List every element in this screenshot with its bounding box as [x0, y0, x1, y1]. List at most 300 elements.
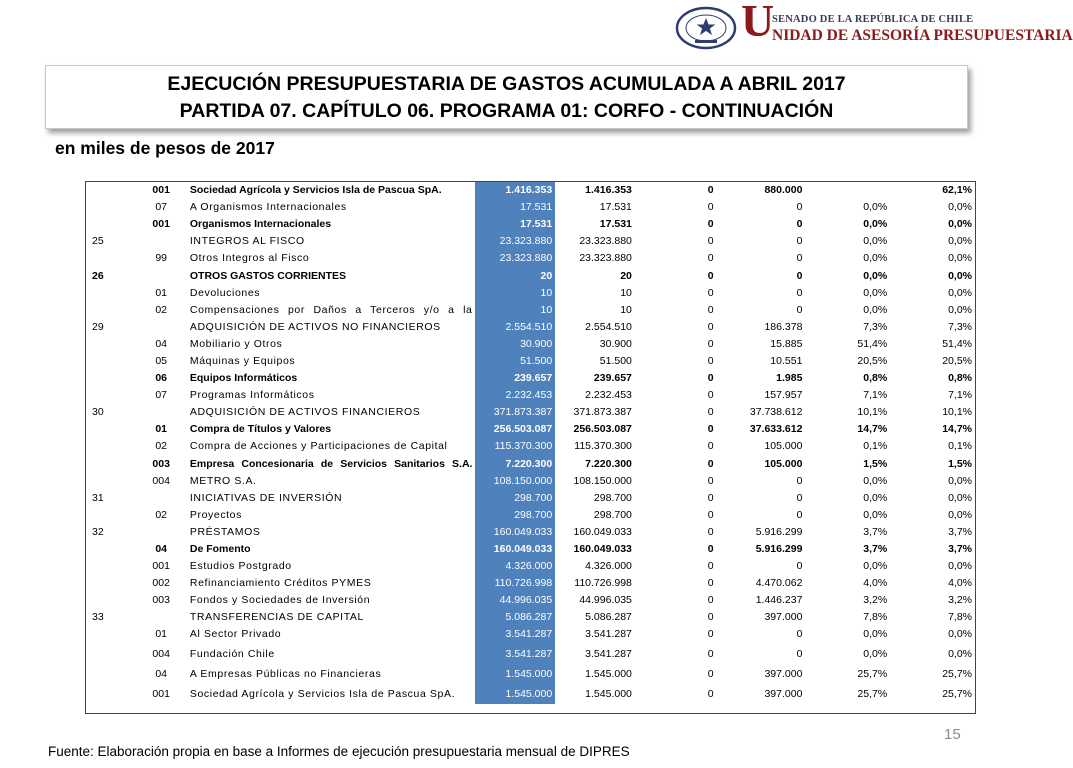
- subtitulo-cell: [86, 182, 135, 199]
- ley-inicial-cell: 160.049.033: [475, 524, 555, 541]
- avance-ley-vigente-cell: 25,7%: [942, 688, 972, 700]
- modificaciones-cell: 0: [707, 628, 714, 641]
- item-cell: 001: [152, 184, 170, 197]
- source-label: Fuente: [48, 744, 91, 759]
- avance-ley-vigente-cell: 51,4%: [942, 337, 972, 350]
- modificaciones-cell: 0: [707, 457, 714, 470]
- item-cell: [135, 524, 186, 541]
- ley-inicial-cell: 110.726.998: [475, 575, 555, 592]
- subtitulo-cell: 25: [92, 235, 104, 248]
- subtitulo-cell: [86, 541, 135, 558]
- gasto-devengado-cell: 37.738.612: [749, 406, 803, 419]
- avance-ley-inicial-cell: 0,0%: [863, 474, 888, 487]
- subtitulo-cell: [86, 592, 135, 609]
- denominacion-cell: Empresa Concesionaria de Servicios Sanitarios S.A.: [189, 457, 473, 470]
- avance-ley-inicial-cell: 14,7%: [857, 423, 888, 436]
- item-cell: 02: [155, 303, 167, 316]
- subtitulo-cell: [86, 473, 135, 490]
- avance-ley-inicial-cell: 0,0%: [863, 218, 888, 231]
- avance-ley-inicial-cell: [805, 182, 890, 199]
- subtitulo-cell: 26: [92, 269, 104, 282]
- denominacion-cell: Sociedad Agrícola y Servicios Isla de Pascua SpA.: [189, 184, 442, 197]
- denominacion-cell: Proyectos: [189, 508, 242, 521]
- gasto-devengado-cell: 0: [796, 508, 803, 521]
- gasto-devengado-cell: 0: [796, 474, 803, 487]
- ley-inicial-cell: 17.531: [475, 216, 555, 233]
- gasto-devengado-cell: 0: [796, 252, 803, 265]
- avance-ley-vigente-cell: 10,1%: [942, 406, 972, 419]
- subtitulo-cell: [86, 438, 135, 455]
- ley-inicial-cell: 298.700: [475, 490, 555, 507]
- item-cell: [135, 233, 186, 250]
- avance-ley-vigente-cell: 14,7%: [942, 423, 972, 436]
- modificaciones-cell: 0: [707, 320, 714, 333]
- denominacion-cell: Refinanciamiento Créditos PYMES: [189, 577, 372, 590]
- gasto-devengado-cell: 0: [796, 647, 803, 660]
- avance-ley-inicial-cell: 25,7%: [857, 688, 888, 700]
- avance-ley-inicial-cell: 20,5%: [857, 354, 888, 367]
- item-cell: 07: [155, 389, 167, 402]
- ley-vigente-cell: 17.531: [599, 201, 632, 214]
- ley-inicial-cell: 256.503.087: [475, 421, 555, 438]
- table-row: [86, 609, 975, 626]
- ley-vigente-cell: 239.657: [593, 372, 632, 385]
- ley-inicial-cell: 1.545.000: [475, 684, 555, 704]
- denominacion-cell: Fundación Chile: [189, 647, 275, 660]
- ley-inicial-cell: 298.700: [475, 507, 555, 524]
- ley-inicial-cell: 17.531: [475, 199, 555, 216]
- ley-inicial-cell: 5.086.287: [475, 609, 555, 626]
- avance-ley-vigente-cell: 0,0%: [948, 235, 972, 248]
- denominacion-cell: PRÉSTAMOS: [189, 525, 261, 538]
- avance-ley-inicial-cell: 0,0%: [863, 560, 888, 573]
- table-row: [86, 456, 975, 473]
- ley-inicial-cell: 3.541.287: [475, 644, 555, 664]
- ley-inicial-cell: 51.500: [475, 353, 555, 370]
- table-row: [86, 684, 975, 704]
- modificaciones-cell: 0: [707, 235, 714, 248]
- avance-ley-vigente-cell: 3,7%: [948, 525, 972, 538]
- table-row: [86, 336, 975, 353]
- item-cell: 003: [152, 594, 170, 607]
- item-cell: 001: [152, 560, 170, 573]
- table-row: [86, 524, 975, 541]
- gasto-devengado-cell: 1.446.237: [755, 594, 803, 607]
- table-row: [86, 421, 975, 438]
- ley-vigente-cell: 30.900: [599, 337, 632, 350]
- ley-vigente-cell: 3.541.287: [585, 647, 632, 660]
- modificaciones-cell: 0: [707, 184, 714, 197]
- avance-ley-vigente-cell: 0,0%: [948, 628, 972, 641]
- subtitulo-cell: [86, 199, 135, 216]
- denominacion-cell: Estudios Postgrado: [189, 560, 292, 573]
- ley-inicial-cell: 10: [475, 285, 555, 302]
- ley-inicial-cell: 2.232.453: [475, 387, 555, 404]
- avance-ley-vigente-cell: 3,2%: [948, 594, 972, 607]
- gasto-devengado-cell: 105.000: [764, 440, 803, 453]
- gasto-devengado-cell: 157.957: [764, 389, 803, 402]
- avance-ley-inicial-cell: 0,0%: [863, 286, 888, 299]
- ley-vigente-cell: 4.326.000: [585, 560, 632, 573]
- budget-table-body: [86, 182, 975, 704]
- denominacion-cell: OTROS GASTOS CORRIENTES: [189, 269, 347, 282]
- subtitulo-cell: 33: [92, 611, 104, 624]
- gasto-devengado-cell: 37.633.612: [749, 423, 803, 436]
- modificaciones-cell: 0: [707, 543, 714, 556]
- item-cell: 02: [155, 440, 167, 453]
- subtitulo-cell: [86, 684, 135, 704]
- ley-inicial-cell: 20: [475, 267, 555, 284]
- modificaciones-cell: 0: [707, 688, 714, 700]
- denominacion-cell: De Fomento: [189, 543, 251, 556]
- item-cell: 02: [155, 508, 167, 521]
- ley-vigente-cell: 2.232.453: [585, 389, 632, 402]
- ley-vigente-cell: 160.049.033: [573, 525, 632, 538]
- item-cell: [135, 404, 186, 421]
- subtitulo-cell: [86, 250, 135, 267]
- ley-vigente-cell: 7.220.300: [585, 457, 632, 470]
- avance-ley-vigente-cell: 0,0%: [948, 491, 972, 504]
- modificaciones-cell: 0: [707, 218, 714, 231]
- ley-vigente-cell: 44.996.035: [579, 594, 632, 607]
- avance-ley-inicial-cell: 0,0%: [863, 201, 888, 214]
- ley-vigente-cell: 115.370.300: [574, 440, 632, 453]
- denominacion-cell: Fondos y Sociedades de Inversión: [189, 594, 371, 607]
- subtitulo-cell: [86, 387, 135, 404]
- ley-inicial-cell: 2.554.510: [475, 319, 555, 336]
- ley-vigente-cell: 298.700: [593, 508, 632, 521]
- modificaciones-cell: 0: [707, 440, 714, 453]
- avance-ley-inicial-cell: 0,0%: [863, 235, 888, 248]
- table-row: [86, 575, 975, 592]
- gasto-devengado-cell: 0: [796, 218, 803, 231]
- avance-ley-inicial-cell: 0,1%: [863, 440, 888, 453]
- ley-inicial-cell: 10: [475, 302, 555, 319]
- ley-inicial-cell: 239.657: [475, 370, 555, 387]
- avance-ley-vigente-cell: 0,0%: [948, 508, 972, 521]
- gasto-devengado-cell: 186.378: [764, 320, 803, 333]
- source-note: [48, 744, 630, 759]
- ley-vigente-cell: 1.416.353: [585, 184, 632, 197]
- ley-inicial-cell: 44.996.035: [475, 592, 555, 609]
- avance-ley-inicial-cell: 10,1%: [857, 406, 888, 419]
- ley-inicial-cell: 30.900: [475, 336, 555, 353]
- modificaciones-cell: 0: [707, 525, 714, 538]
- modificaciones-cell: 0: [707, 560, 714, 573]
- ley-inicial-cell: 108.150.000: [475, 473, 555, 490]
- ley-vigente-cell: 3.541.287: [585, 628, 632, 641]
- senate-logo: [671, 0, 1073, 52]
- avance-ley-inicial-cell: 51,4%: [857, 337, 888, 350]
- item-cell: 01: [155, 628, 167, 641]
- avance-ley-vigente-cell: 0,0%: [948, 474, 972, 487]
- gasto-devengado-cell: 1.985: [776, 372, 803, 385]
- avance-ley-inicial-cell: 0,0%: [863, 628, 888, 641]
- modificaciones-cell: 0: [707, 508, 714, 521]
- ley-inicial-cell: 23.323.880: [475, 250, 555, 267]
- item-cell: 01: [155, 286, 167, 299]
- logo-main-text: NIDAD DE ASESORÍA PRESUPUESTARIA: [772, 27, 1073, 44]
- item-cell: [135, 267, 186, 284]
- denominacion-cell: A Empresas Públicas no Financieras: [189, 667, 382, 680]
- avance-ley-inicial-cell: 0,0%: [863, 252, 888, 265]
- denominacion-cell: Compensaciones por Daños a Terceros y/o a la: [189, 303, 473, 316]
- avance-ley-inicial-cell: 7,8%: [863, 611, 888, 624]
- item-cell: [135, 319, 186, 336]
- ley-vigente-cell: 1.545.000: [585, 688, 632, 700]
- avance-ley-inicial-cell: 0,0%: [863, 303, 888, 316]
- item-cell: 002: [152, 577, 170, 590]
- table-row: [86, 302, 975, 319]
- item-cell: 001: [152, 218, 170, 231]
- subtitulo-cell: [86, 626, 135, 643]
- table-row: [86, 490, 975, 507]
- subtitulo-cell: [86, 370, 135, 387]
- ley-inicial-cell: 7.220.300: [475, 456, 555, 473]
- ley-vigente-cell: 51.500: [599, 354, 632, 367]
- avance-ley-vigente-cell: 20,5%: [942, 354, 972, 367]
- subtitulo-cell: [86, 336, 135, 353]
- item-cell: 99: [155, 252, 167, 265]
- gasto-devengado-cell: 880.000: [764, 184, 803, 197]
- source-text: : Elaboración propia en base a Informes de ejecución presupuestaria mensual de DIPRES: [90, 744, 630, 759]
- avance-ley-vigente-cell: 0,0%: [948, 303, 972, 316]
- subtitulo-cell: 30: [92, 406, 104, 419]
- avance-ley-vigente-cell: 0,0%: [948, 560, 972, 573]
- denominacion-cell: Devoluciones: [189, 286, 261, 299]
- subtitulo-cell: [86, 456, 135, 473]
- ley-inicial-cell: 4.326.000: [475, 558, 555, 575]
- avance-ley-vigente-cell: 7,3%: [948, 320, 972, 333]
- gasto-devengado-cell: 105.000: [764, 457, 803, 470]
- denominacion-cell: Otros Integros al Fisco: [189, 252, 310, 265]
- denominacion-cell: INTEGROS AL FISCO: [189, 235, 305, 248]
- modificaciones-cell: 0: [707, 474, 714, 487]
- table-row: [86, 558, 975, 575]
- gasto-devengado-cell: 0: [796, 201, 803, 214]
- avance-ley-inicial-cell: 0,0%: [863, 508, 888, 521]
- gasto-devengado-cell: 5.916.299: [755, 543, 803, 556]
- avance-ley-inicial-cell: 0,8%: [863, 372, 888, 385]
- ley-inicial-cell: 115.370.300: [475, 438, 555, 455]
- table-row: [86, 285, 975, 302]
- avance-ley-inicial-cell: 1,5%: [863, 457, 888, 470]
- ley-vigente-cell: 110.726.998: [574, 577, 632, 590]
- item-cell: 04: [155, 543, 167, 556]
- avance-ley-inicial-cell: 0,0%: [863, 269, 888, 282]
- subtitulo-cell: [86, 507, 135, 524]
- denominacion-cell: ADQUISICIÓN DE ACTIVOS NO FINANCIEROS: [189, 320, 441, 333]
- modificaciones-cell: 0: [707, 611, 714, 624]
- avance-ley-vigente-cell: 0,0%: [948, 201, 972, 214]
- ley-vigente-cell: 17.531: [599, 218, 632, 231]
- table-row: [86, 664, 975, 684]
- subtitulo-cell: [86, 644, 135, 664]
- gasto-devengado-cell: 0: [796, 235, 803, 248]
- item-cell: 04: [155, 667, 167, 680]
- ley-inicial-cell: 160.049.033: [475, 541, 555, 558]
- gasto-devengado-cell: 0: [796, 628, 803, 641]
- modificaciones-cell: 0: [707, 594, 714, 607]
- table-row: [86, 507, 975, 524]
- table-row: [86, 387, 975, 404]
- ley-vigente-cell: 5.086.287: [585, 611, 632, 624]
- logo-letter: U: [741, 0, 775, 46]
- gasto-devengado-cell: 0: [796, 560, 803, 573]
- modificaciones-cell: 0: [707, 423, 714, 436]
- item-cell: 07: [155, 201, 167, 214]
- item-cell: [135, 490, 186, 507]
- denominacion-cell: Programas Informáticos: [189, 389, 315, 402]
- units-subtitle: en miles de pesos de 2017: [55, 138, 275, 158]
- gasto-devengado-cell: 0: [796, 269, 803, 282]
- denominacion-cell: Mobiliario y Otros: [189, 337, 283, 350]
- subtitulo-cell: [86, 353, 135, 370]
- subtitulo-cell: [86, 575, 135, 592]
- modificaciones-cell: 0: [707, 406, 714, 419]
- table-row: [86, 592, 975, 609]
- avance-ley-vigente-cell: 7,8%: [948, 611, 972, 624]
- avance-ley-vigente-cell: 0,0%: [948, 269, 972, 282]
- gasto-devengado-cell: 15.885: [770, 337, 803, 350]
- ley-inicial-cell: 1.545.000: [475, 664, 555, 684]
- subtitulo-cell: 32: [92, 525, 104, 538]
- gasto-devengado-cell: 397.000: [764, 611, 803, 624]
- ley-vigente-cell: 371.873.387: [573, 406, 632, 419]
- modificaciones-cell: 0: [707, 303, 714, 316]
- table-row: [86, 233, 975, 250]
- gasto-devengado-cell: 397.000: [764, 667, 803, 680]
- gasto-devengado-cell: 397.000: [764, 688, 803, 700]
- avance-ley-inicial-cell: 3,2%: [863, 594, 888, 607]
- ley-vigente-cell: 10: [620, 303, 632, 316]
- modificaciones-cell: 0: [707, 389, 714, 402]
- denominacion-cell: Sociedad Agrícola y Servicios Isla de Pascua SpA.: [189, 688, 456, 700]
- ley-vigente-cell: 1.545.000: [585, 667, 632, 680]
- avance-ley-inicial-cell: 4,0%: [863, 577, 888, 590]
- gasto-devengado-cell: 0: [796, 491, 803, 504]
- subtitulo-cell: 31: [92, 491, 104, 504]
- table-row: [86, 370, 975, 387]
- denominacion-cell: INICIATIVAS DE INVERSIÓN: [189, 491, 343, 504]
- ley-inicial-cell: 23.323.880: [475, 233, 555, 250]
- item-cell: 004: [152, 647, 170, 660]
- denominacion-cell: Organismos Internacionales: [189, 218, 332, 231]
- avance-ley-vigente-cell: 0,8%: [948, 372, 972, 385]
- denominacion-cell: Compra de Acciones y Participaciones de Capital: [189, 440, 448, 453]
- denominacion-cell: METRO S.A.: [189, 474, 257, 487]
- item-cell: 05: [155, 354, 167, 367]
- modificaciones-cell: 0: [707, 667, 714, 680]
- modificaciones-cell: 0: [707, 354, 714, 367]
- table-row: [86, 267, 975, 284]
- avance-ley-vigente-cell: 3,7%: [948, 543, 972, 556]
- page-number: 15: [944, 726, 961, 743]
- avance-ley-inicial-cell: 0,0%: [863, 491, 888, 504]
- ley-inicial-cell: 371.873.387: [475, 404, 555, 421]
- subtitulo-cell: [86, 558, 135, 575]
- item-cell: 01: [155, 423, 167, 436]
- gasto-devengado-cell: 4.470.062: [755, 577, 803, 590]
- ley-vigente-cell: 160.049.033: [573, 543, 632, 556]
- modificaciones-cell: 0: [707, 252, 714, 265]
- ley-vigente-cell: 298.700: [593, 491, 632, 504]
- item-cell: 003: [152, 457, 170, 470]
- avance-ley-vigente-cell: 4,0%: [948, 577, 972, 590]
- ley-vigente-cell: 10: [620, 286, 632, 299]
- title-line-2: PARTIDA 07. CAPÍTULO 06. PROGRAMA 01: CORFO - CONTINUACIÓN: [179, 100, 834, 122]
- avance-ley-vigente-cell: 7,1%: [948, 389, 972, 402]
- modificaciones-cell: 0: [707, 201, 714, 214]
- table-row: [86, 319, 975, 336]
- ley-vigente-cell: 256.503.087: [573, 423, 632, 436]
- modificaciones-cell: 0: [707, 372, 714, 385]
- denominacion-cell: Equipos Informáticos: [189, 372, 298, 385]
- avance-ley-inicial-cell: 3,7%: [863, 543, 888, 556]
- avance-ley-vigente-cell: 0,0%: [948, 252, 972, 265]
- subtitulo-cell: [86, 302, 135, 319]
- table-row: [86, 182, 975, 199]
- budget-table: [85, 181, 976, 714]
- avance-ley-inicial-cell: 0,0%: [863, 647, 888, 660]
- gasto-devengado-cell: 0: [796, 303, 803, 316]
- avance-ley-inicial-cell: 25,7%: [857, 667, 888, 680]
- subtitulo-cell: [86, 285, 135, 302]
- table-row: [86, 404, 975, 421]
- table-row: [86, 473, 975, 490]
- denominacion-cell: A Organismos Internacionales: [189, 201, 347, 214]
- ley-vigente-cell: 23.323.880: [579, 235, 632, 248]
- subtitulo-cell: [86, 664, 135, 684]
- gasto-devengado-cell: 0: [796, 286, 803, 299]
- ley-vigente-cell: 23.323.880: [579, 252, 632, 265]
- gasto-devengado-cell: 5.916.299: [755, 525, 803, 538]
- table-row: [86, 644, 975, 664]
- table-row: [86, 438, 975, 455]
- avance-ley-vigente-cell: 25,7%: [942, 667, 972, 680]
- ley-inicial-cell: 3.541.287: [475, 626, 555, 643]
- avance-ley-vigente-cell: 0,1%: [948, 440, 972, 453]
- modificaciones-cell: 0: [707, 577, 714, 590]
- ley-vigente-cell: 108.150.000: [573, 474, 632, 487]
- denominacion-cell: TRANSFERENCIAS DE CAPITAL: [189, 611, 364, 624]
- item-cell: [135, 609, 186, 626]
- table-row: [86, 541, 975, 558]
- modificaciones-cell: 0: [707, 286, 714, 299]
- item-cell: 04: [155, 337, 167, 350]
- subtitulo-cell: [86, 216, 135, 233]
- denominacion-cell: ADQUISICIÓN DE ACTIVOS FINANCIEROS: [189, 406, 421, 419]
- table-row: [86, 199, 975, 216]
- avance-ley-vigente-cell: 0,0%: [948, 218, 972, 231]
- item-cell: 004: [152, 474, 170, 487]
- modificaciones-cell: 0: [707, 269, 714, 282]
- ley-vigente-cell: 2.554.510: [585, 320, 632, 333]
- logo-top-text: SENADO DE LA REPÚBLICA DE CHILE: [772, 14, 974, 25]
- avance-ley-inicial-cell: 7,1%: [863, 389, 888, 402]
- ley-inicial-cell: 1.416.353: [475, 182, 555, 199]
- avance-ley-inicial-cell: 7,3%: [863, 320, 888, 333]
- modificaciones-cell: 0: [707, 647, 714, 660]
- avance-ley-vigente-cell: 1,5%: [948, 457, 972, 470]
- title-box: [45, 65, 968, 129]
- subtitulo-cell: [86, 421, 135, 438]
- avance-ley-vigente-cell: 0,0%: [948, 286, 972, 299]
- subtitulo-cell: 29: [92, 320, 104, 333]
- avance-ley-vigente-cell: 0,0%: [948, 647, 972, 660]
- denominacion-cell: Compra de Títulos y Valores: [189, 423, 332, 436]
- denominacion-cell: Máquinas y Equipos: [189, 354, 296, 367]
